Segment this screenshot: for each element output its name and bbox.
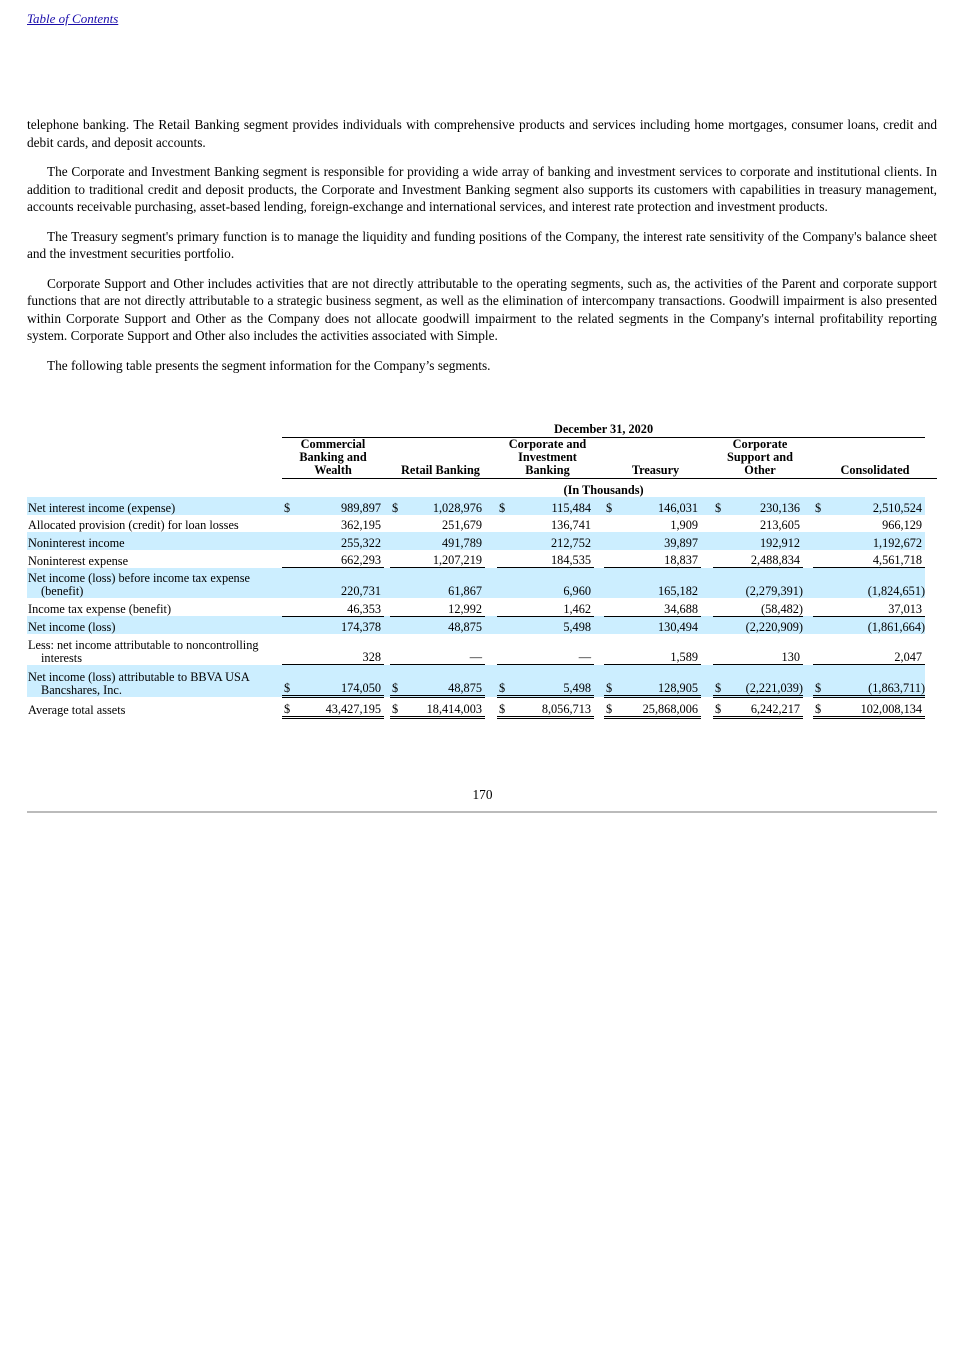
dollar-sign [497,532,509,550]
cell-value: 18,837 [616,550,701,568]
cell-value: 34,688 [616,598,701,616]
cell-value: 6,242,217 [725,697,803,718]
row-label [27,532,282,550]
table-row [27,497,937,515]
dollar-sign [604,598,616,616]
row-label-line: Noninterest income [28,535,125,550]
cell-value: 184,535 [509,550,594,568]
cell-value: 48,875 [402,616,485,634]
column-header [497,438,604,479]
column-header [813,438,937,479]
gap-cell [701,568,713,599]
gap-cell [803,616,813,634]
column-header-line: Corporate and [508,437,587,451]
cell-value: 5,498 [509,665,594,697]
cell-value: 146,031 [616,497,701,515]
paragraph: The Treasury segment's primary function is to manage the liquidity and funding positions of the Company, the interest rate sensitivity of the Company's balance sheet and the investment securities portfolio. [27,228,937,261]
dollar-sign: $ [390,697,402,718]
cell-value: 12,992 [402,598,485,616]
row-label [27,697,282,718]
row-label-line: Bancshares, Inc. [41,682,122,697]
row-label-line: Less: net income attributable to noncontrolling [28,637,259,652]
dollar-sign: $ [282,697,294,718]
cell-value: (58,482) [725,598,803,616]
dollar-sign: $ [713,665,725,697]
cell-value: 37,013 [825,598,925,616]
gap-cell [594,598,604,616]
gap-cell [485,497,497,515]
cell-value: 130,494 [616,616,701,634]
dollar-sign [390,515,402,533]
column-header-line: Wealth [314,463,352,477]
dollar-sign [604,515,616,533]
column-header-line: Consolidated [840,463,910,477]
dollar-sign [813,550,825,568]
dollar-sign: $ [713,697,725,718]
gap-cell [701,665,713,697]
dollar-sign [390,598,402,616]
dollar-sign [497,634,509,665]
row-label [27,497,282,515]
cell-value: 130 [725,634,803,665]
cell-value: 1,028,976 [402,497,485,515]
dollar-sign [813,568,825,599]
dollar-sign [390,568,402,599]
gap-cell [485,616,497,634]
cell-value: (1,861,664) [825,616,925,634]
cell-value: 46,353 [294,598,384,616]
row-label [27,665,282,697]
column-header [713,438,813,479]
paragraph: The Corporate and Investment Banking segment is responsible for providing a wide array of banking and investment services to corporate and institutional clients. In addition to traditional credit and deposit products, the Corporate and Investment Banking segment also supports its customers with capabilities in treasury management, accounts receivable purchasing, asset-based lending, foreign-exchange and international services, and interest rate protection and investment products. [27,164,937,214]
row-label-line: Net income (loss) before income tax expense [28,571,250,585]
gap-cell [485,550,497,568]
gap-cell [803,665,813,697]
table-row [27,532,937,550]
dollar-sign: $ [390,665,402,697]
gap-cell [485,598,497,616]
column-header-line: Banking and [299,450,367,464]
cell-value: — [509,634,594,665]
dollar-sign [604,634,616,665]
column-header-line: Treasury [631,463,680,477]
row-label [27,550,282,568]
table-row [27,550,937,568]
dollar-sign [604,568,616,599]
cell-value: 43,427,195 [294,697,384,718]
cell-value: 102,008,134 [825,697,925,718]
table-row [27,665,937,697]
dollar-sign [813,634,825,665]
units-label: (In Thousands) [563,483,644,497]
gap-cell [701,697,713,718]
dollar-sign: $ [390,497,402,515]
row-label [27,515,282,533]
gap-cell [485,532,497,550]
gap-cell [594,515,604,533]
cell-value: (2,220,909) [725,616,803,634]
dollar-sign [604,616,616,634]
table-row [27,634,937,665]
column-header-line: Retail Banking [401,463,480,477]
dollar-sign [713,616,725,634]
gap-cell [594,568,604,599]
cell-value: 174,050 [294,665,384,697]
gap-cell [701,598,713,616]
dollar-sign [604,550,616,568]
table-row [27,515,937,533]
gap-cell [803,697,813,718]
dollar-sign: $ [813,697,825,718]
dollar-sign: $ [713,497,725,515]
dollar-sign: $ [497,697,509,718]
cell-value: 192,912 [725,532,803,550]
column-header-line: Support and [727,450,793,464]
table-row [27,598,937,616]
table-row [27,616,937,634]
dollar-sign [390,532,402,550]
column-header [390,438,497,479]
row-label-line: Average total assets [28,703,126,717]
dollar-sign: $ [497,665,509,697]
page-number: 170 [472,787,493,802]
gap-cell [594,616,604,634]
gap-cell [701,532,713,550]
column-header-line: Investment [518,450,577,464]
gap-cell [485,634,497,665]
dollar-sign [390,550,402,568]
gap-cell [594,497,604,515]
cell-value: 5,498 [509,616,594,634]
dollar-sign [713,634,725,665]
dollar-sign: $ [282,497,294,515]
paragraph: telephone banking. The Retail Banking segment provides individuals with comprehensive products and services including home mortgages, consumer loans, credit and debit cards, and deposit accounts. [27,117,937,150]
cell-value: 128,905 [616,665,701,697]
gap-cell [803,515,813,533]
dollar-sign: $ [604,497,616,515]
table-row [27,697,937,718]
gap-cell [594,532,604,550]
row-label-line: Income tax expense (benefit) [28,602,172,616]
page-divider [27,811,937,813]
gap-cell [803,568,813,599]
cell-value: 8,056,713 [509,697,594,718]
cell-value: 255,322 [294,532,384,550]
cell-value: (2,221,039) [725,665,803,697]
dollar-sign: $ [813,497,825,515]
cell-value: 61,867 [402,568,485,599]
cell-value: 6,960 [509,568,594,599]
cell-value: (1,824,651) [825,568,925,599]
dollar-sign [713,532,725,550]
cell-value: 2,047 [825,634,925,665]
table-row [27,568,937,599]
gap-cell [485,515,497,533]
cell-value: 1,462 [509,598,594,616]
cell-value: 362,195 [341,518,381,532]
cell-value: 25,868,006 [616,697,701,718]
dollar-sign [713,550,725,568]
row-label-line: interests [41,650,82,665]
dollar-sign [282,550,294,568]
gap-cell [803,497,813,515]
cell-value: 115,484 [509,497,594,515]
dollar-sign [713,515,725,533]
cell-value: 2,510,524 [825,497,925,515]
gap-cell [594,634,604,665]
dollar-sign [713,598,725,616]
column-header [282,438,390,479]
row-label-line: Net income (loss) [28,620,116,634]
dollar-sign [813,616,825,634]
cell-value: 230,136 [725,497,803,515]
cell-value: (2,279,391) [725,568,803,599]
cell-value: 989,897 [294,497,384,515]
paragraph: Corporate Support and Other includes activities that are not directly attributable to the operating segments, such as, the activities of the Parent and corporate support functions that are not directly attributable to a strategic business segment, as well as the elimination of intercompany transactions. Goodwill impairment is also presented within Corporate Support and Other as the Company does not allocate goodwill impairment to the related segments in the Company's internal profitability reporting system. Corporate Support and Other also includes the activities associated with Simple. [27,275,937,343]
gap-cell [803,598,813,616]
cell-value: 39,897 [616,532,701,550]
row-label [27,568,282,599]
paragraph: The following table presents the segment information for the Company’s segments. [47,357,491,373]
row-label-line: Net income (loss) attributable to BBVA USA [28,669,250,684]
column-header-line: Banking [525,463,570,477]
cell-value: 174,378 [294,616,384,634]
cell-value: 251,679 [442,518,482,532]
dollar-sign: $ [813,665,825,697]
segment-information-table [27,419,937,719]
row-label-line: (benefit) [41,584,84,598]
dollar-sign [282,598,294,616]
gap-cell [485,697,497,718]
dollar-sign [497,515,509,533]
dollar-sign [497,568,509,599]
dollar-sign [282,634,294,665]
column-header-line: Commercial [300,437,366,451]
cell-value: 328 [294,634,384,665]
dollar-sign: $ [282,665,294,697]
cell-value: 213,605 [760,518,800,532]
gap-cell [594,550,604,568]
cell-value: 1,192,672 [825,532,925,550]
dollar-sign [813,515,825,533]
gap-cell [701,497,713,515]
cell-value: 4,561,718 [825,550,925,568]
cell-value: 18,414,003 [402,697,485,718]
gap-cell [594,697,604,718]
column-header-line: Other [744,463,776,477]
dollar-sign: $ [604,665,616,697]
row-label [27,634,282,665]
gap-cell [803,550,813,568]
dollar-sign [497,550,509,568]
row-label [27,616,282,634]
column-header-line: Corporate [732,437,788,451]
cell-value: 48,875 [402,665,485,697]
dollar-sign [497,616,509,634]
dollar-sign [282,515,294,533]
row-label-line: Noninterest expense [28,553,129,568]
cell-value: 966,129 [882,518,923,532]
gap-cell [594,665,604,697]
period-header: December 31, 2020 [282,419,925,438]
dollar-sign [390,634,402,665]
row-label-line: Allocated provision (credit) for loan losses [28,518,239,532]
cell-value: 165,182 [616,568,701,599]
gap-cell [803,634,813,665]
gap-cell [701,515,713,533]
row-label-line: Net interest income (expense) [28,500,176,515]
dollar-sign [390,616,402,634]
dollar-sign [282,532,294,550]
dollar-sign [282,616,294,634]
gap-cell [485,568,497,599]
cell-value: — [402,634,485,665]
cell-value: (1,863,711) [825,665,925,697]
dollar-sign [282,568,294,599]
gap-cell [803,532,813,550]
column-header [604,438,713,479]
cell-value: 2,488,834 [725,550,803,568]
cell-value: 1,589 [616,634,701,665]
gap-cell [701,616,713,634]
dollar-sign: $ [497,497,509,515]
cell-value: 662,293 [294,550,384,568]
gap-cell [701,550,713,568]
cell-value: 136,741 [551,518,591,532]
dollar-sign [813,532,825,550]
cell-value: 212,752 [509,532,594,550]
table-of-contents-link[interactable]: Table of Contents [27,11,119,26]
cell-value: 491,789 [402,532,485,550]
dollar-sign [713,568,725,599]
body-text [27,116,937,386]
cell-value: 220,731 [294,568,384,599]
dollar-sign: $ [604,697,616,718]
cell-value: 1,207,219 [402,550,485,568]
gap-cell [485,665,497,697]
dollar-sign [604,532,616,550]
cell-value: 1,909 [670,518,698,532]
gap-cell [701,634,713,665]
dollar-sign [813,598,825,616]
dollar-sign [497,598,509,616]
row-label [27,598,282,616]
